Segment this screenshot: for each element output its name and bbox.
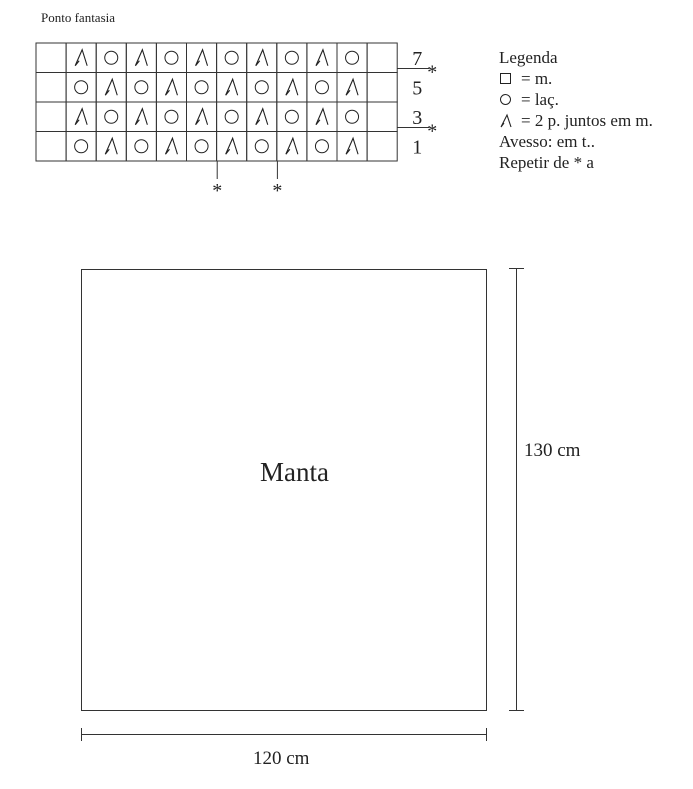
row-number: 3	[412, 106, 423, 129]
width-label: 120 cm	[253, 748, 310, 769]
legend-item-text: = m.	[521, 69, 553, 88]
repeat-asterisk: *	[212, 180, 223, 202]
legend-item-text: = 2 p. juntos em m.	[521, 111, 653, 130]
repeat-asterisk: *	[427, 61, 438, 84]
manta-outline	[82, 270, 487, 711]
legend-title: Legenda	[499, 48, 558, 67]
chart-title: Ponto fantasia	[41, 10, 116, 25]
repeat-asterisk: *	[272, 180, 283, 202]
row-number: 1	[412, 136, 423, 159]
height-label: 130 cm	[524, 440, 581, 461]
width-dimension-line	[81, 728, 487, 741]
row-number: 7	[412, 47, 423, 70]
legend-item-text: = laç.	[521, 90, 559, 109]
repeat-asterisk: *	[427, 120, 438, 143]
row-number: 5	[412, 77, 423, 100]
manta-label: Manta	[260, 457, 329, 487]
height-dimension-line	[509, 268, 524, 711]
legend-note-repeat: Repetir de * a	[499, 153, 594, 172]
legend-note-wrong-side: Avesso: em t..	[499, 132, 596, 151]
